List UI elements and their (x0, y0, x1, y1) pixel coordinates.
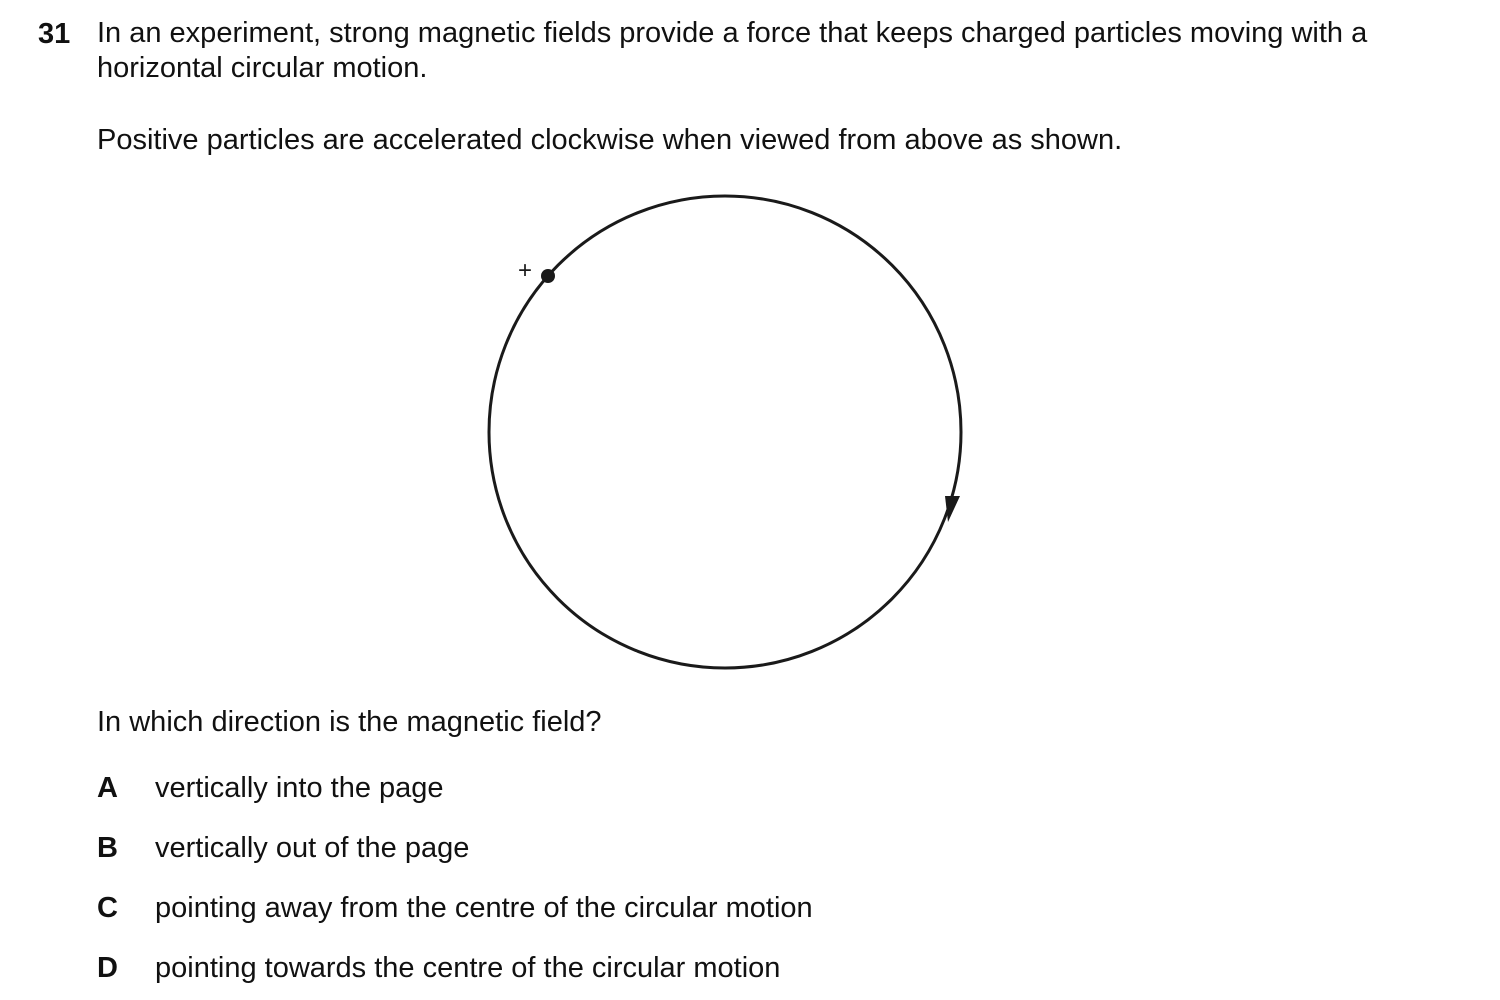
circular-path (489, 196, 961, 668)
charge-label: + (518, 257, 533, 284)
option-text: vertically into the page (155, 772, 444, 804)
clockwise-arrow-icon (945, 496, 960, 522)
question-prompt: In which direction is the magnetic field? (97, 706, 602, 738)
option-letter: B (97, 832, 118, 864)
option-text: pointing away from the centre of the circular motion (155, 892, 813, 924)
option-text: vertically out of the page (155, 832, 470, 864)
option-letter: A (97, 772, 118, 804)
option-c[interactable] (97, 890, 813, 926)
option-d[interactable] (97, 950, 780, 986)
option-b[interactable] (97, 830, 469, 866)
question-context: Positive particles are accelerated clockwise when viewed from above as shown. (97, 124, 1123, 156)
positive-particle (541, 269, 555, 283)
option-letter: D (97, 952, 118, 984)
option-text: pointing towards the centre of the circular motion (155, 952, 781, 984)
option-letter: C (97, 892, 118, 924)
question-number: 31 (38, 18, 71, 50)
option-a[interactable] (97, 770, 444, 806)
question-stem: In an experiment, strong magnetic fields provide a force that keeps charged particles moving with a horizontal circular motion. (97, 17, 1368, 84)
